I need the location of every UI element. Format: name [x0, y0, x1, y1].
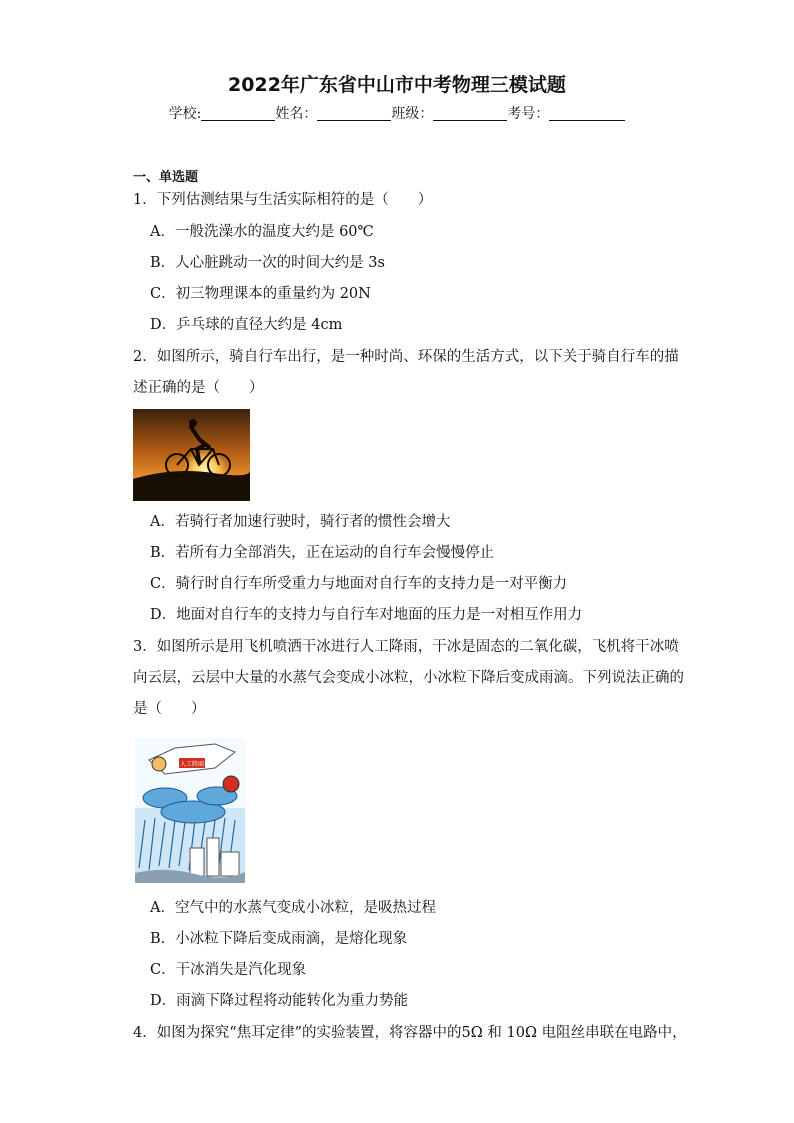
- section-heading: 一、单选题: [133, 170, 199, 185]
- question-3-option-c[interactable]: C．干冰消失是汽化现象: [150, 962, 307, 978]
- class-blank[interactable]: [433, 106, 507, 121]
- question-3-option-d[interactable]: D．雨滴下降过程将动能转化为重力势能: [150, 993, 409, 1009]
- question-2-option-b[interactable]: B．若所有力全部消失，正在运动的自行车会慢慢停止: [150, 545, 495, 561]
- cyclist-sunset-image: [133, 409, 250, 501]
- question-3-option-a[interactable]: A．空气中的水蒸气变成小冰粒，是吸热过程: [150, 900, 436, 916]
- plane-banner-text: 人工降雨: [179, 761, 205, 768]
- question-2-stem-line-1: 2．如图所示，骑自行车出行，是一种时尚、环保的生活方式，以下关于骑自行车的描: [133, 349, 679, 365]
- school-blank[interactable]: [201, 106, 275, 121]
- question-1-option-a[interactable]: A．一般洗澡水的温度大约是 60℃: [150, 224, 374, 240]
- name-label: 姓名：: [275, 106, 318, 122]
- school-label: 学校:: [168, 106, 202, 122]
- question-1-option-c[interactable]: C．初三物理课本的重量约为 20N: [150, 286, 371, 302]
- question-2-option-a[interactable]: A．若骑行者加速行驶时，骑行者的惯性会增大: [150, 514, 451, 530]
- class-label: 班级：: [391, 106, 434, 122]
- question-2-stem-line-2: 述正确的是（ ）: [133, 380, 264, 396]
- question-1-option-d[interactable]: D．乒乓球的直径大约是 4cm: [150, 317, 343, 333]
- name-blank[interactable]: [317, 106, 391, 121]
- student-info-line: [0, 103, 794, 123]
- question-2-option-d[interactable]: D．地面对自行车的支持力与自行车对地面的压力是一对相互作用力: [150, 607, 583, 623]
- page-title: 2022年广东省中山市中考物理三模试题: [228, 74, 566, 96]
- question-3-stem-line-3: 是（ ）: [133, 701, 206, 717]
- exam-no-blank[interactable]: [549, 106, 625, 121]
- question-3-option-b[interactable]: B．小冰粒下降后变成雨滴，是熔化现象: [150, 931, 408, 947]
- question-4-stem-line-1: 4．如图为探究“焦耳定律”的实验装置，将容器中的5Ω 和 10Ω 电阻丝串联在电路中，: [133, 1025, 687, 1041]
- question-1-stem: 1．下列估测结果与生活实际相符的是（ ）: [133, 192, 433, 208]
- question-3-stem-line-1: 3．如图所示是用飞机喷洒干冰进行人工降雨，干冰是固态的二氧化碳，飞机将干冰喷: [133, 639, 679, 655]
- question-2-option-c[interactable]: C．骑行时自行车所受重力与地面对自行车的支持力是一对平衡力: [150, 576, 568, 592]
- exam-no-label: 考号：: [507, 106, 550, 122]
- question-3-stem-line-2: 向云层，云层中大量的水蒸气会变成小冰粒，小冰粒下降后变成雨滴。下列说法正确的: [133, 670, 684, 686]
- artificial-rain-illustration: [135, 738, 245, 883]
- question-1-option-b[interactable]: B．人心脏跳动一次的时间大约是 3s: [150, 255, 385, 271]
